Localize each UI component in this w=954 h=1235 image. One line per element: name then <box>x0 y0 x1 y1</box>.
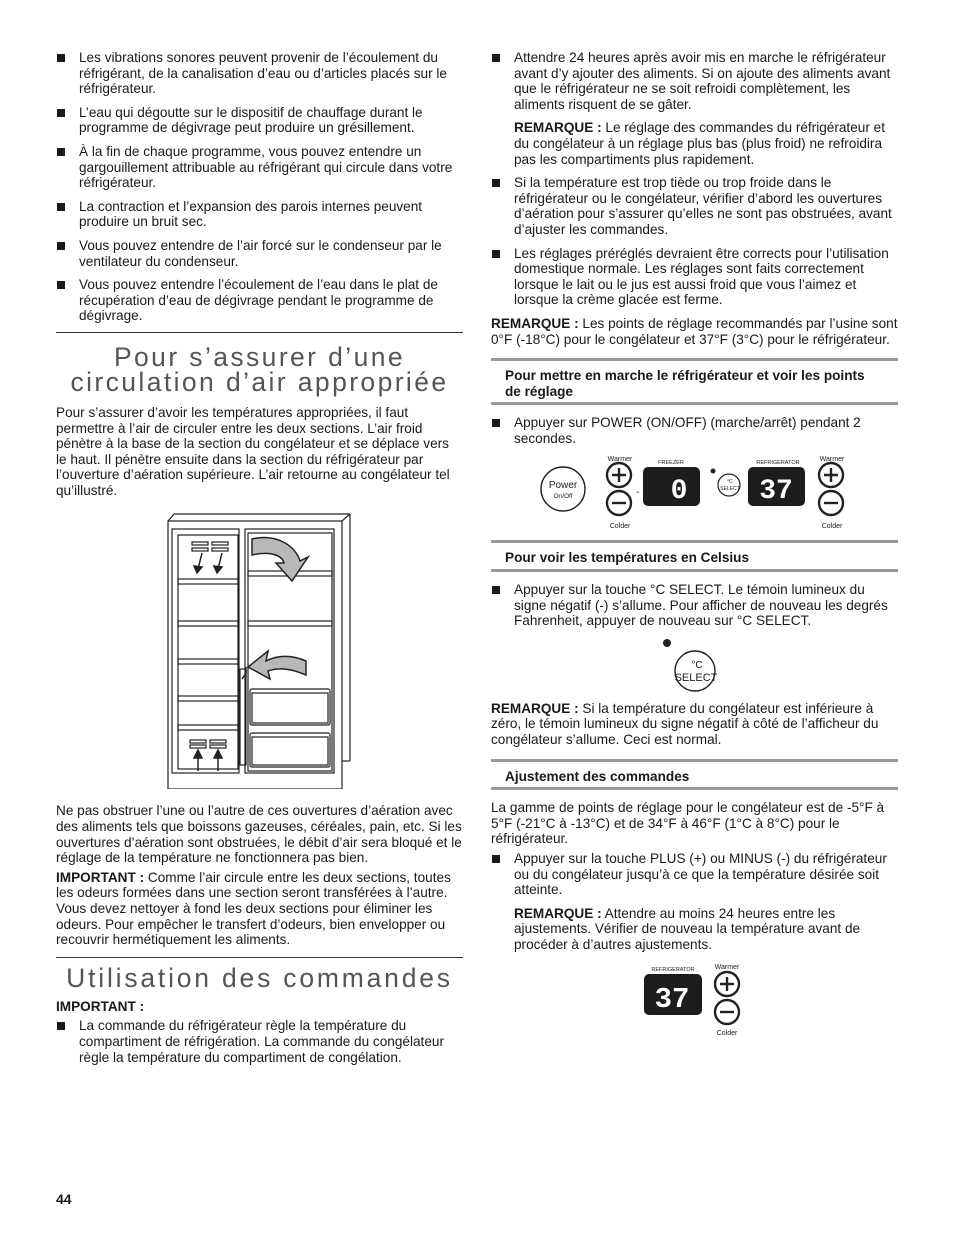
control-panel-diagram <box>491 454 898 530</box>
refrigerator-control-diagram <box>491 961 898 1037</box>
left-column <box>56 50 463 1073</box>
refrigerator-plus-button <box>715 972 739 996</box>
subheading-adjusting: Ajustement des commandes <box>491 759 898 791</box>
negative-indicator-dot <box>663 639 671 647</box>
controls-important-label: IMPORTANT : <box>56 998 145 1014</box>
subheading-power-on: Pour mettre en marche le réfrigérateur et voir les points de réglage <box>491 358 898 405</box>
noise-bullet-list <box>56 50 463 324</box>
refrigerator-display-value: 37 <box>759 476 793 508</box>
power-sublabel: On/Off <box>553 493 573 501</box>
c-select-button <box>675 651 718 691</box>
list-item: L’eau qui dégoutte sur le dispositif de chauffage durant le programme de dégivrage peut produire un grésillement. <box>56 105 463 136</box>
list-item: La contraction et l’expansion des parois internes peuvent produire un bruit sec. <box>56 199 463 230</box>
c-select-line1: °C <box>691 659 703 671</box>
remark <box>491 120 898 167</box>
refrigerator-display-label: REFRIGERATOR <box>756 460 800 467</box>
list-item: Vous pouvez entendre de l’air forcé sur le condenseur par le ventilateur du condenseur. <box>56 238 463 269</box>
list-item: Appuyer sur la touche PLUS (+) ou MINUS (-) du réfrigérateur ou du congélateur jusqu’à ce que la température désirée soit atteinte. <box>491 851 898 898</box>
remark <box>491 701 898 748</box>
list-item: Appuyer sur la touche °C SELECT. Le témoin lumineux du signe négatif (-) s’allume. Pour afficher de nouveau les degrés Fahrenheit, appuyer de nouveau sur °C SELECT. <box>491 582 898 629</box>
section-title-air-circulation <box>56 341 463 397</box>
important-label: IMPORTANT : <box>56 869 145 885</box>
c-select-line1: °C <box>727 479 733 486</box>
list-item: Les réglages préréglés devraient être corrects pour l’utilisation domestique normale. Les réglages sont faits correctement lorsque le lait ou le jus est aussi froid que vous l’aimez et lorsque la crème glacée est ferme. <box>491 246 898 308</box>
airflow-diagram <box>56 511 463 789</box>
list-item: Les vibrations sonores peuvent provenir de l’écoulement du réfrigérant, de la canalisation d’eau ou d’articles placés sur le réfrigérateur. <box>56 50 463 97</box>
subheading-celsius: Pour voir les températures en Celsius <box>491 540 898 572</box>
c-select-button <box>718 474 740 496</box>
important-text: Comme l’air circule entre les deux sections, toutes les odeurs formées dans une section seront transférées à l’autre. Vous devez nettoyer à fond les deux sections pour éliminer les odeurs. Pour empêcher le transfert d’odeurs, bien envelopper ou recouvrir hermétiquement les aliments. <box>56 869 451 948</box>
power-button <box>541 467 585 511</box>
air-circulation-intro: Pour s’assurer d’avoir les températures appropriées, il faut permettre à l’air de circuler entre les deux sections. L’air froid pénètre à la base de la section du congélateur et se déplace vers le haut. Il pénètre ensuite dans la section du réfrigérateur par l’ouverture d’aération supérieure. L’air retourne au congélateur tel qu’illustré. <box>56 404 450 498</box>
vent-warning: Ne pas obstruer l’une ou l’autre de ces ouvertures d’aération avec des aliments tels que boissons gazeuses, céréales, pain, etc. Si les ouvertures d’aération sont obstruées, le débit d’air sera bloqué et le réglage de la température ne fonctionnera pas bien. <box>56 803 462 866</box>
freezer-warmer-label: Warmer <box>607 456 633 464</box>
remark-text: Attendre au moins 24 heures entre les ajustements. Vérifier de nouveau la température avant de procéder à d’autres ajustements. <box>514 905 861 952</box>
list-item: À la fin de chaque programme, vous pouvez entendre un gargouillement attribuable au réfrigérant qui circule dans votre réfrigérateur. <box>56 144 463 191</box>
remark-text: Les points de réglage recommandés par l’usine sont 0°F (-18°C) pour le congélateur et 37°F (3°C) pour le réfrigérateur. <box>491 315 898 347</box>
remark <box>491 906 898 953</box>
refrigerator-colder-label: Colder <box>716 1029 738 1037</box>
refrigerator-warmer-label: Warmer <box>714 963 740 971</box>
remark-label: REMARQUE : <box>491 700 579 716</box>
c-select-line2: SELECT <box>674 671 718 684</box>
refrigerator-display-value: 37 <box>654 982 690 1016</box>
list-item: Vous pouvez entendre l’écoulement de l’eau dans le plat de récupération d’eau de dégivrage pendant le programme de dégivrage. <box>56 277 463 324</box>
refrigerator-warmer-label: Warmer <box>819 456 845 464</box>
section-divider <box>56 957 463 958</box>
refrigerator-display-label: REFRIGERATOR <box>651 966 695 973</box>
freezer-colder-label: Colder <box>609 523 631 531</box>
right-column <box>491 50 898 1037</box>
list-item: La commande du réfrigérateur règle la température du compartiment de réfrigération. La commande du congélateur règle la température du compartiment de congélation. <box>56 1018 463 1065</box>
power-label: Power <box>548 480 578 492</box>
freezer-plus-button <box>607 463 631 487</box>
controls-important <box>56 999 463 1015</box>
remark <box>491 316 898 347</box>
page-number: 44 <box>56 1191 72 1207</box>
title-line: Pour s’assurer d’une <box>113 341 406 372</box>
remark-label: REMARQUE : <box>491 315 579 331</box>
c-select-line2: SELECT <box>720 486 740 493</box>
section-title-controls: Utilisation des commandes <box>66 962 453 993</box>
c-select-diagram <box>491 637 898 695</box>
list-item: Attendre 24 heures après avoir mis en marche le réfrigérateur avant d’y ajouter des aliments. Si on ajoute des aliments avant que le réfrigérateur ne se soit refroidi complètement, les aliments risquent de se gâter. <box>491 50 898 112</box>
remark-label: REMARQUE : <box>514 120 602 136</box>
minus-indicator: - <box>636 487 640 499</box>
important-note <box>56 870 463 948</box>
freezer-display-label: FREEZER <box>658 460 684 467</box>
freezer-minus-button <box>607 491 631 515</box>
remark-text: Si la température du congélateur est inférieure à zéro, le témoin lumineux du signe négatif à côté de l’afficheur du congélateur s’allume. Ceci est normal. <box>491 700 879 748</box>
section-divider <box>56 332 463 333</box>
title-line: circulation d’air appropriée <box>70 366 449 397</box>
remark-text: Le réglage des commandes du réfrigérateur et du congélateur à un réglage plus bas (plus froid) ne refroidira pas les compartiments plus rapidement. <box>514 120 885 167</box>
refrigerator-plus-button <box>819 463 843 487</box>
refrigerator-colder-label: Colder <box>821 523 843 531</box>
list-item: Appuyer sur POWER (ON/OFF) (marche/arrêt) pendant 2 secondes. <box>491 415 898 446</box>
refrigerator-minus-button <box>715 1000 739 1024</box>
list-item: Si la température est trop tiède ou trop froide dans le réfrigérateur ou le congélateur, vérifier d’abord les ouvertures d’aération pour s’assurer qu’elles ne sont pas obstruées, avant d’ajuster les commandes. <box>491 175 898 237</box>
refrigerator-minus-button <box>819 491 843 515</box>
remark-label: REMARQUE : <box>514 905 602 921</box>
adjust-intro: La gamme de points de réglage pour le congélateur est de -5°F à 5°F (-21°C à -13°C) et de 34°F à 46°F (1°C à 8°C) pour le réfrigérateur. <box>491 800 885 847</box>
negative-indicator-dot <box>711 469 716 474</box>
freezer-display-value: 0 <box>670 476 688 508</box>
